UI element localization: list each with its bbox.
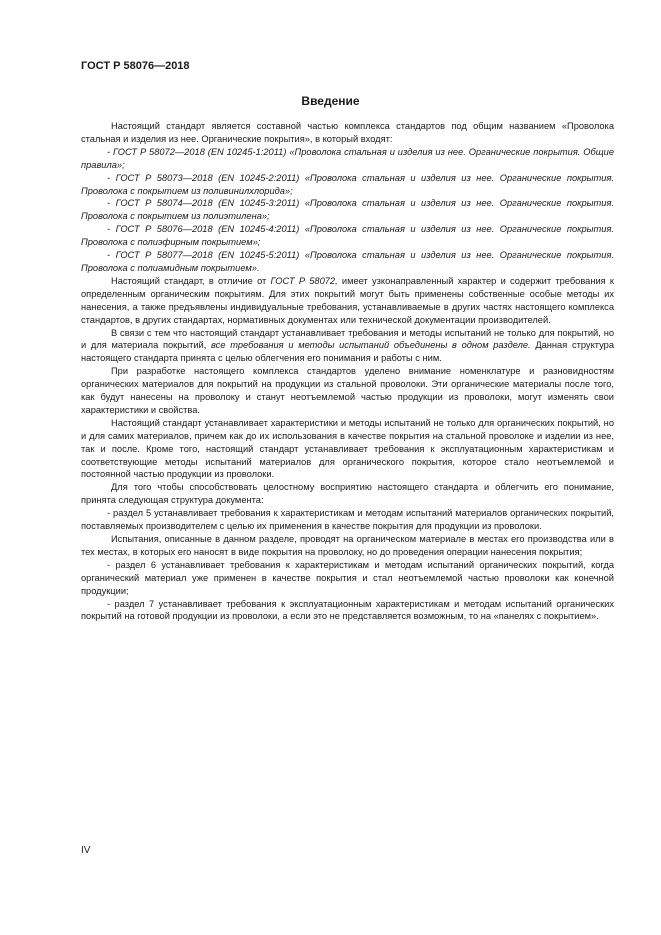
text-run: В связи с тем что настоящий стандарт устанавливает требования и методы испытаний не только для покрытий, но и для материала покрытий, [81,327,614,351]
text-run: Для того чтобы способствовать целостному восприятию настоящего стандарта и облегчить его понимание, принята следующая структура документа: [81,482,614,506]
paragraph [81,275,614,327]
text-run: - ГОСТ Р 58074—2018 (EN 10245-3:2011) «Проволока стальная и изделия из нее. Органические покрытия. Проволока с покрытием из полиэтилена»; [81,198,614,222]
paragraph [81,120,614,146]
list-item [81,598,614,624]
list-item [81,249,614,275]
paragraph [81,327,614,366]
list-item [81,507,614,533]
list-item [81,197,614,223]
text-run: имеет узконаправленный характер и содержит требования к определенным органическим покрытиям. Для этих покрытий могут быть применены собственные особые методы их нанесения, а также предъявлены индивидуальные требования, устанавливаемые в других частях настоящего комплекса стандартов, в других стандартах, нормативных документах или технической документации производителей. [81,275,615,325]
text-run: ГОСТ Р 58072, [270,275,338,286]
text-run: - раздел 5 устанавливает требования к характеристикам и методам испытаний материалов органических покрытий, поставляемых производителем с целью их применения в качестве покрытия для продукции из проволоки. [81,508,614,532]
text-run: - ГОСТ Р 58076—2018 (EN 10245-4:2011) «Проволока стальная и изделия из нее. Органические покрытия. Проволока с полиэфирным покрытием»; [81,224,614,248]
text-run: Настоящий стандарт является составной частью комплекса стандартов под общим названием «Проволока стальная и изделия из нее. Органические покрытия», в который входят: [81,121,614,144]
text-run: все требования и методы испытаний объединены в одном разделе. [211,340,531,351]
text-run: Испытания, описанные в данном разделе, проводят на органическом материале в местах его производства или в тех местах, в которых его наносят в виде покрытия на проволоку, но до проведения операции нанесения покрытия; [81,534,614,557]
paragraph [81,365,614,417]
paragraph [81,533,614,559]
list-item [81,146,614,172]
text-run: Данная структура настоящего стандарта принята с целью облегчения его понимания и работы с ним. [81,340,614,364]
text-run: Настоящий стандарт устанавливает характеристики и методы испытаний не только для органических покрытий, но и для самих материалов, причем как до их использования в качестве покрытия на стальной проволоке и изделии из нее, так и после. Кроме того, настоящий стандарт устанавливает требования к эксплуатационным характеристикам и соответствующие методы испытаний материалов для органического покрытия, которое стало неотъемлемой и постоянной частью продукции из проволоки. [81,417,614,480]
document-header: ГОСТ Р 58076—2018 [81,60,190,72]
list-item [81,172,614,198]
paragraph [81,481,614,507]
paragraph [81,417,614,482]
list-item [81,559,614,598]
document-body [81,120,614,623]
page-number: IV [81,845,91,856]
text-run: - раздел 6 устанавливает требования к характеристикам и методам испытаний органических покрытий, когда органический материал уже применен в качестве покрытия и стал неотъемлемой частью проволоки как конечной продукции; [81,559,614,596]
text-run: - ГОСТ Р 58073—2018 (EN 10245-2:2011) «Проволока стальная и изделия из нее. Органические покрытия. Проволока с покрытием из поливинилхлорида»; [81,172,614,196]
text-run: При разработке настоящего комплекса стандартов уделено внимание номенклатуре и разновидностям органических материалов для покрытий на продукции из стальной проволоки. Эти органические материалы после того, как будут нанесены на проволоку и станут неотъемлемой частью продукции из проволоки, могут изменять свои характеристики и свойства. [81,366,614,415]
section-title: Введение [301,94,360,108]
list-item [81,223,614,249]
text-run: - ГОСТ Р 58077—2018 (EN 10245-5:2011) «Проволока стальная и изделия из нее. Органические покрытия. Проволока с полиамидным покрытием». [81,250,614,273]
text-run: - раздел 7 устанавливает требования к эксплуатационным характеристикам и методам испытаний органических покрытий на готовой продукции из проволоки, а если это не представляется возможным, то на «панелях с покрытием». [81,598,614,622]
text-run: - ГОСТ Р 58072—2018 (EN 10245-1:2011) «Проволока стальная и изделия из нее. Органические покрытия. Общие правила»; [81,146,614,170]
text-run: Настоящий стандарт, в отличие от [111,275,271,286]
